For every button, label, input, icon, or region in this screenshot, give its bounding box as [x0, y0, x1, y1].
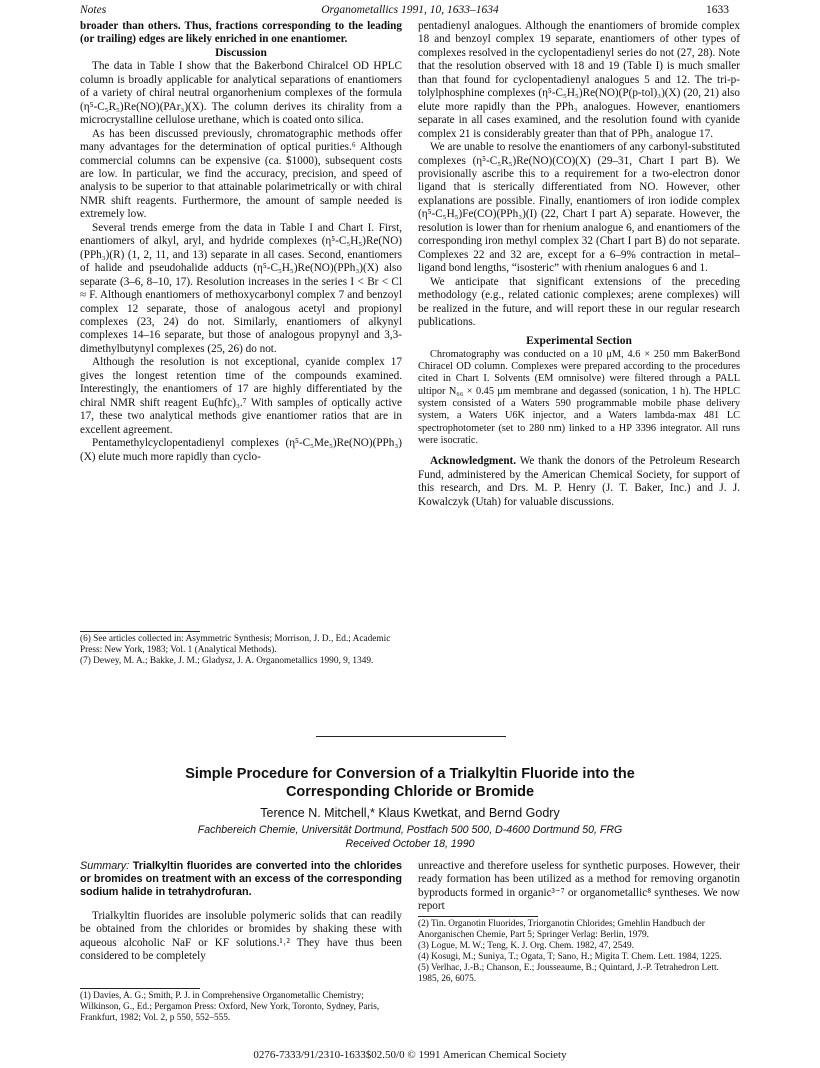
article-title-line: Corresponding Chloride or Bromide [285, 784, 535, 800]
footnote: (2) Tin. Organotin Fluorides, Triorganotin Chlorides; Gmehlin Handbuch der Anorganischen Chemie, Part 5; Springer Verlag: Berlin, 1979. [418, 919, 705, 940]
paragraph: As has been discussed previously, chromatographic methods offer many advantages for the determination of optical purities.⁶ Although commercial columns can be expensive (ca. $1000), subsequent costs are low. In particular, we find the accuracy, precision, and speed of analysis to be superior to that attainable polarimetrically or with chiral NMR shift reagents. Furthermore, the amount of sample needed is extremely low. [80, 127, 402, 221]
acknowledgment [418, 455, 740, 509]
acknowledgment-lead: Acknowledgment. [430, 455, 517, 468]
paragraph: pentadienyl analogues. Although the enantiomers of bromide complex 18 and benzoyl complex 19 separate, enantiomers of other types of complexes resolved in the cyclopentadienyl series do not (27, 28). Note that the resolution observed with 18 and 19 (Table I) is much smaller than that found for cyclopentadienyl analogues 5 and 12. The tri-p-tolylphosphine complexes (η⁵-C₅H₅)Re(NO)(P(p-tol)₃)(X) (20, 21) also elute more rapidly than the PPh₃ analogues. However, enantiomers separate in all cases examined, and the resolution found with cyanide complex 21 is considerably greater than that of PPh₃ analogue 17. [418, 20, 740, 140]
footnote: (1) Davies, A. G.; Smith, P. J. in Comprehensive Organometallic Chemistry; Wilkinson, G., Ed.; Pergamon Press: Oxford, New York, Toronto, Sydney, Paris, Frankfurt, 1982; Vol. 2, p 550, 552–555. [80, 991, 380, 1023]
footnote-divider [418, 916, 538, 917]
footnote: (5) Verlhac, J.-B.; Chanson, E.; Jousseaume, B.; Quintard, J.-P. Tetrahedron Lett. 1985, 26, 6075. [418, 963, 719, 984]
paragraph: Although the resolution is not exceptional, cyanide complex 17 gives the longest retention time of the compounds examined. Interestingly, the enantiomers of 17 are highly differentiated by the chiral NMR shift reagent Eu(hfc)₃.⁷ With samples of optically active 17, these two analytical methods give enantiomer ratios that are in excellent agreement. [80, 356, 402, 436]
paragraph: We anticipate that significant extensions of the preceding methodology (e.g., related cationic complexes; arene complexes) will be realized in the future, and will report these in our regular research publications. [418, 275, 740, 328]
footnotes-article2-left [80, 991, 402, 1024]
article-divider [316, 736, 506, 737]
article-title [0, 765, 820, 801]
paragraph: unreactive and therefore useless for synthetic purposes. However, their ready formation has been utilized as a method for removing organotin byproducts formed in organic³⁻⁷ or organometallic⁸ syntheses. We now report [418, 860, 740, 913]
running-header-journal: Organometallics 1991, 10, 1633–1634 [321, 4, 499, 16]
footnote: (6) See articles collected in: Asymmetric Synthesis; Morrison, J. D., Ed.; Academic Press: New York, 1983; Vol. 1 (Analytical Methods). [80, 634, 391, 655]
paragraph: Several trends emerge from the data in Table I and Chart I. First, enantiomers of alkyl, aryl, and hydride complexes (η⁵-C₅H₅)Re(NO)(PPh₃)(R) (1, 2, 11, and 13) separate in all cases. Second, enantiomers of halide and pseudohalide adducts (η⁵-C₅H₅)Re(NO)(PPh₃)(X) also separate (3–6, 8–10, 17). Resolution increases in the series I < Br < Cl ≈ F. Although enantiomers of methoxycarbonyl complex 7 and benzoyl complex 12 separate, those of analogous acetyl and propionyl complexes (23, 24) do not. Similarly, enantiomers of alkynyl complexes 14–16 separate, but those of analogous propynyl and 3,3-dimethylbutynyl complexes (25, 26) do not. [80, 221, 402, 355]
footnote: (7) Dewey, M. A.; Bakke, J. M.; Gladysz, J. A. Organometallics 1990, 9, 1349. [80, 656, 374, 666]
paragraph: We are unable to resolve the enantiomers of any carbonyl-substituted complexes (η⁵-C₅R₅)Re(NO)(CO)(X) (29–31, Chart I part B). We provisionally ascribe this to a requirement for a two-electron donor ligand that is sterically differentiated from NO. However, other explanations are possible. Finally, enantiomers of iron iodide complex (η⁵-C₅H₅)Fe(CO)(PPh₃)(I) (22, Chart I part A) separate. However, the resolution is lower than for rhenium analogue 6, and enantiomers of the corresponding iron methyl complex 32 (Chart I part B) do not separate. Complexes 22 and 32 are, except for a 6–9% contraction in metal–ligand bond lengths, “isosteric” with rhenium analogues 6 and 1. [418, 141, 740, 275]
article-title-line: Simple Procedure for Conversion of a Trialkyltin Fluoride into the [185, 766, 635, 782]
experimental-text: Chromatography was conducted on a 10 μM, 4.6 × 250 mm BakerBond Chiracel OD column. Complexes were prepared according to the procedures cited in Chart I. Solvents (EM omnisolve) were filtered through a PALL ultipor N₆₆ × 0.45 μm membrane and degassed (sonication, 1 h). The HPLC system consisted of a Waters 590 programmable mobile phase delivery system, a Waters U6K injector, and a Waters lambda-max 481 LC spectrophotometer (set to 280 nm) linked to a HP 3396 integrator. All runs were isocratic. [418, 348, 740, 446]
acknowledgment-text: We thank the donors of the Petroleum Research Fund, administered by the American Chemical Society, for support of this research, and Drs. M. P. Henry (J. T. Baker, Inc.) and J. J. Kowalczyk (Utah) for valuable discussions. [418, 455, 740, 508]
footnote-divider [80, 988, 200, 989]
page-number: 1633 [706, 4, 729, 16]
article-received-date: Received October 18, 1990 [345, 838, 475, 850]
footnotes-article2-right [418, 919, 740, 985]
summary [80, 860, 402, 900]
footnotes-left [80, 634, 402, 667]
section-heading-discussion: Discussion [215, 46, 267, 59]
page-footer: 0276-7333/91/2310-1633$02.50/0 © 1991 American Chemical Society [253, 1049, 567, 1061]
article-affiliation: Fachbereich Chemie, Universität Dortmund, Postfach 500 500, D-4600 Dortmund 50, FRG [197, 824, 623, 836]
article-authors: Terence N. Mitchell,* Klaus Kwetkat, and Bernd Godry [260, 806, 560, 820]
summary-text: Trialkyltin fluorides are converted into the chlorides or bromides on treatment with an excess of the corresponding sodium halide in tetrahydrofuran. [80, 860, 402, 899]
article2-right-column [418, 860, 740, 914]
paragraph: Trialkyltin fluorides are insoluble polymeric solids that can readily be obtained from the chlorides or bromides by shaking these with aqueous alcoholic NaF or KF solutions.¹˒² They have thus been considered to be completely [80, 909, 402, 962]
right-column [418, 20, 740, 509]
summary-lead: Summary: [80, 860, 130, 872]
running-header-section: Notes [80, 4, 107, 16]
paragraph: The data in Table I show that the Bakerbond Chiralcel OD HPLC column is broadly applicable for analytical separations of enantiomers of a variety of chiral neutral organorhenium complexes of the formula (η⁵-C₅R₅)Re(NO)(PAr₃)(X). The column derives its chirality from a microcrystalline cellulose urethane, which is coated onto silica. [80, 60, 402, 127]
paragraph: Pentamethylcyclopentadienyl complexes (η⁵-C₅Me₅)Re(NO)(PPh₃)(X) elute much more rapidly than cyclo- [80, 437, 402, 463]
footnote: (4) Kosugi, M.; Suniya, T.; Ogata, T; Sano, H.; Migita T. Chem. Lett. 1984, 1225. [418, 952, 722, 962]
section-heading-experimental: Experimental Section [526, 335, 632, 348]
article2-left-column [80, 860, 402, 963]
paragraph: broader than others. Thus, fractions corresponding to the leading (or trailing) edges are likely enriched in one enantiomer. [80, 20, 402, 46]
footnote-divider [80, 631, 200, 632]
left-column [80, 20, 402, 464]
footnote: (3) Logue, M. W.; Teng, K. J. Org. Chem. 1982, 47, 2549. [418, 941, 634, 951]
